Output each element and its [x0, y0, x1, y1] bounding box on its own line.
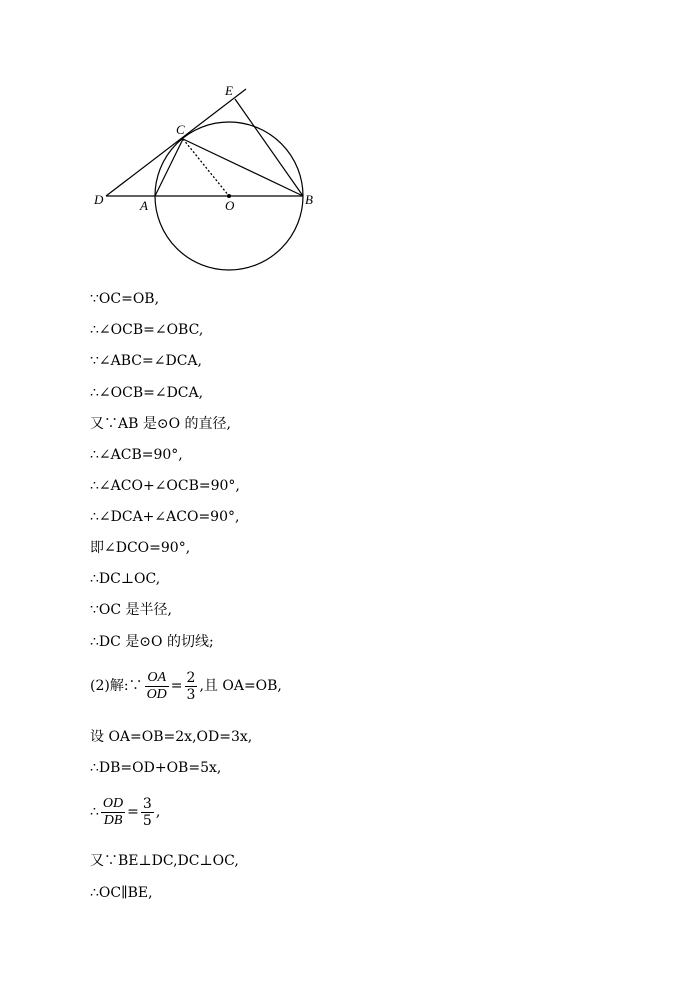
- proof-line-2: ∴∠OCB=∠OBC,: [90, 322, 204, 338]
- fraction-numerator: OD: [102, 795, 124, 811]
- fraction-denominator: DB: [103, 812, 123, 828]
- proof-line-7: ∴∠ACO+∠OCB=90°,: [90, 478, 240, 494]
- fraction-numerator: 3: [142, 795, 152, 812]
- label-o: O: [225, 198, 235, 213]
- label-d: D: [94, 192, 104, 207]
- fraction-od-db: [101, 796, 125, 829]
- proof-line-be: 又∵BE⊥DC,DC⊥OC,: [90, 853, 239, 869]
- line-be: [235, 99, 303, 196]
- proof-line-10: ∴DC⊥OC,: [90, 571, 161, 587]
- fraction-denominator: 3: [186, 686, 196, 703]
- proof-line-8: ∴∠DCA+∠ACO=90°,: [90, 509, 240, 525]
- proof-line-db: ∴DB=OD+OB=5x,: [90, 760, 222, 776]
- proof-line-parallel: ∴OC∥BE,: [90, 885, 153, 901]
- fraction-2-3: [185, 670, 198, 703]
- proof-line-3: ∵∠ABC=∠DCA,: [90, 353, 202, 369]
- geometry-figure: [0, 0, 696, 290]
- line-de-tangent: [106, 89, 246, 196]
- label-b: B: [305, 192, 313, 207]
- fraction-numerator: OA: [145, 670, 169, 687]
- equals-sign: =: [170, 678, 183, 694]
- ratio-suffix: ,: [155, 804, 161, 820]
- ratio-line: [90, 795, 160, 829]
- proof-line-12: ∴DC 是⊙O 的切线;: [90, 634, 214, 650]
- part2-suffix: ,且 OA=OB,: [199, 678, 282, 694]
- part2-line: [90, 669, 282, 703]
- proof-line-6: ∴∠ACB=90°,: [90, 447, 183, 463]
- label-e: E: [225, 83, 233, 98]
- fraction-oa-od: [145, 670, 169, 703]
- proof-line-1: ∵OC=OB,: [90, 291, 160, 307]
- proof-line-4: ∴∠OCB=∠DCA,: [90, 385, 204, 401]
- ratio-prefix: ∴: [90, 804, 99, 820]
- part2-prefix: (2)解:∵: [90, 678, 143, 694]
- fraction-denominator: 5: [142, 812, 152, 829]
- label-c: C: [176, 122, 185, 137]
- line-co-dashed: [183, 139, 229, 196]
- equals-sign: =: [127, 804, 139, 820]
- proof-line-5: 又∵AB 是⊙O 的直径,: [90, 416, 231, 432]
- proof-line-9: 即∠DCO=90°,: [90, 540, 191, 556]
- proof-line-set: 设 OA=OB=2x,OD=3x,: [90, 729, 253, 745]
- proof-line-11: ∵OC 是半径,: [90, 602, 172, 618]
- fraction-3-5: [141, 796, 154, 829]
- fraction-denominator: OD: [146, 686, 167, 702]
- label-a: A: [140, 198, 148, 213]
- fraction-numerator: 2: [186, 669, 196, 686]
